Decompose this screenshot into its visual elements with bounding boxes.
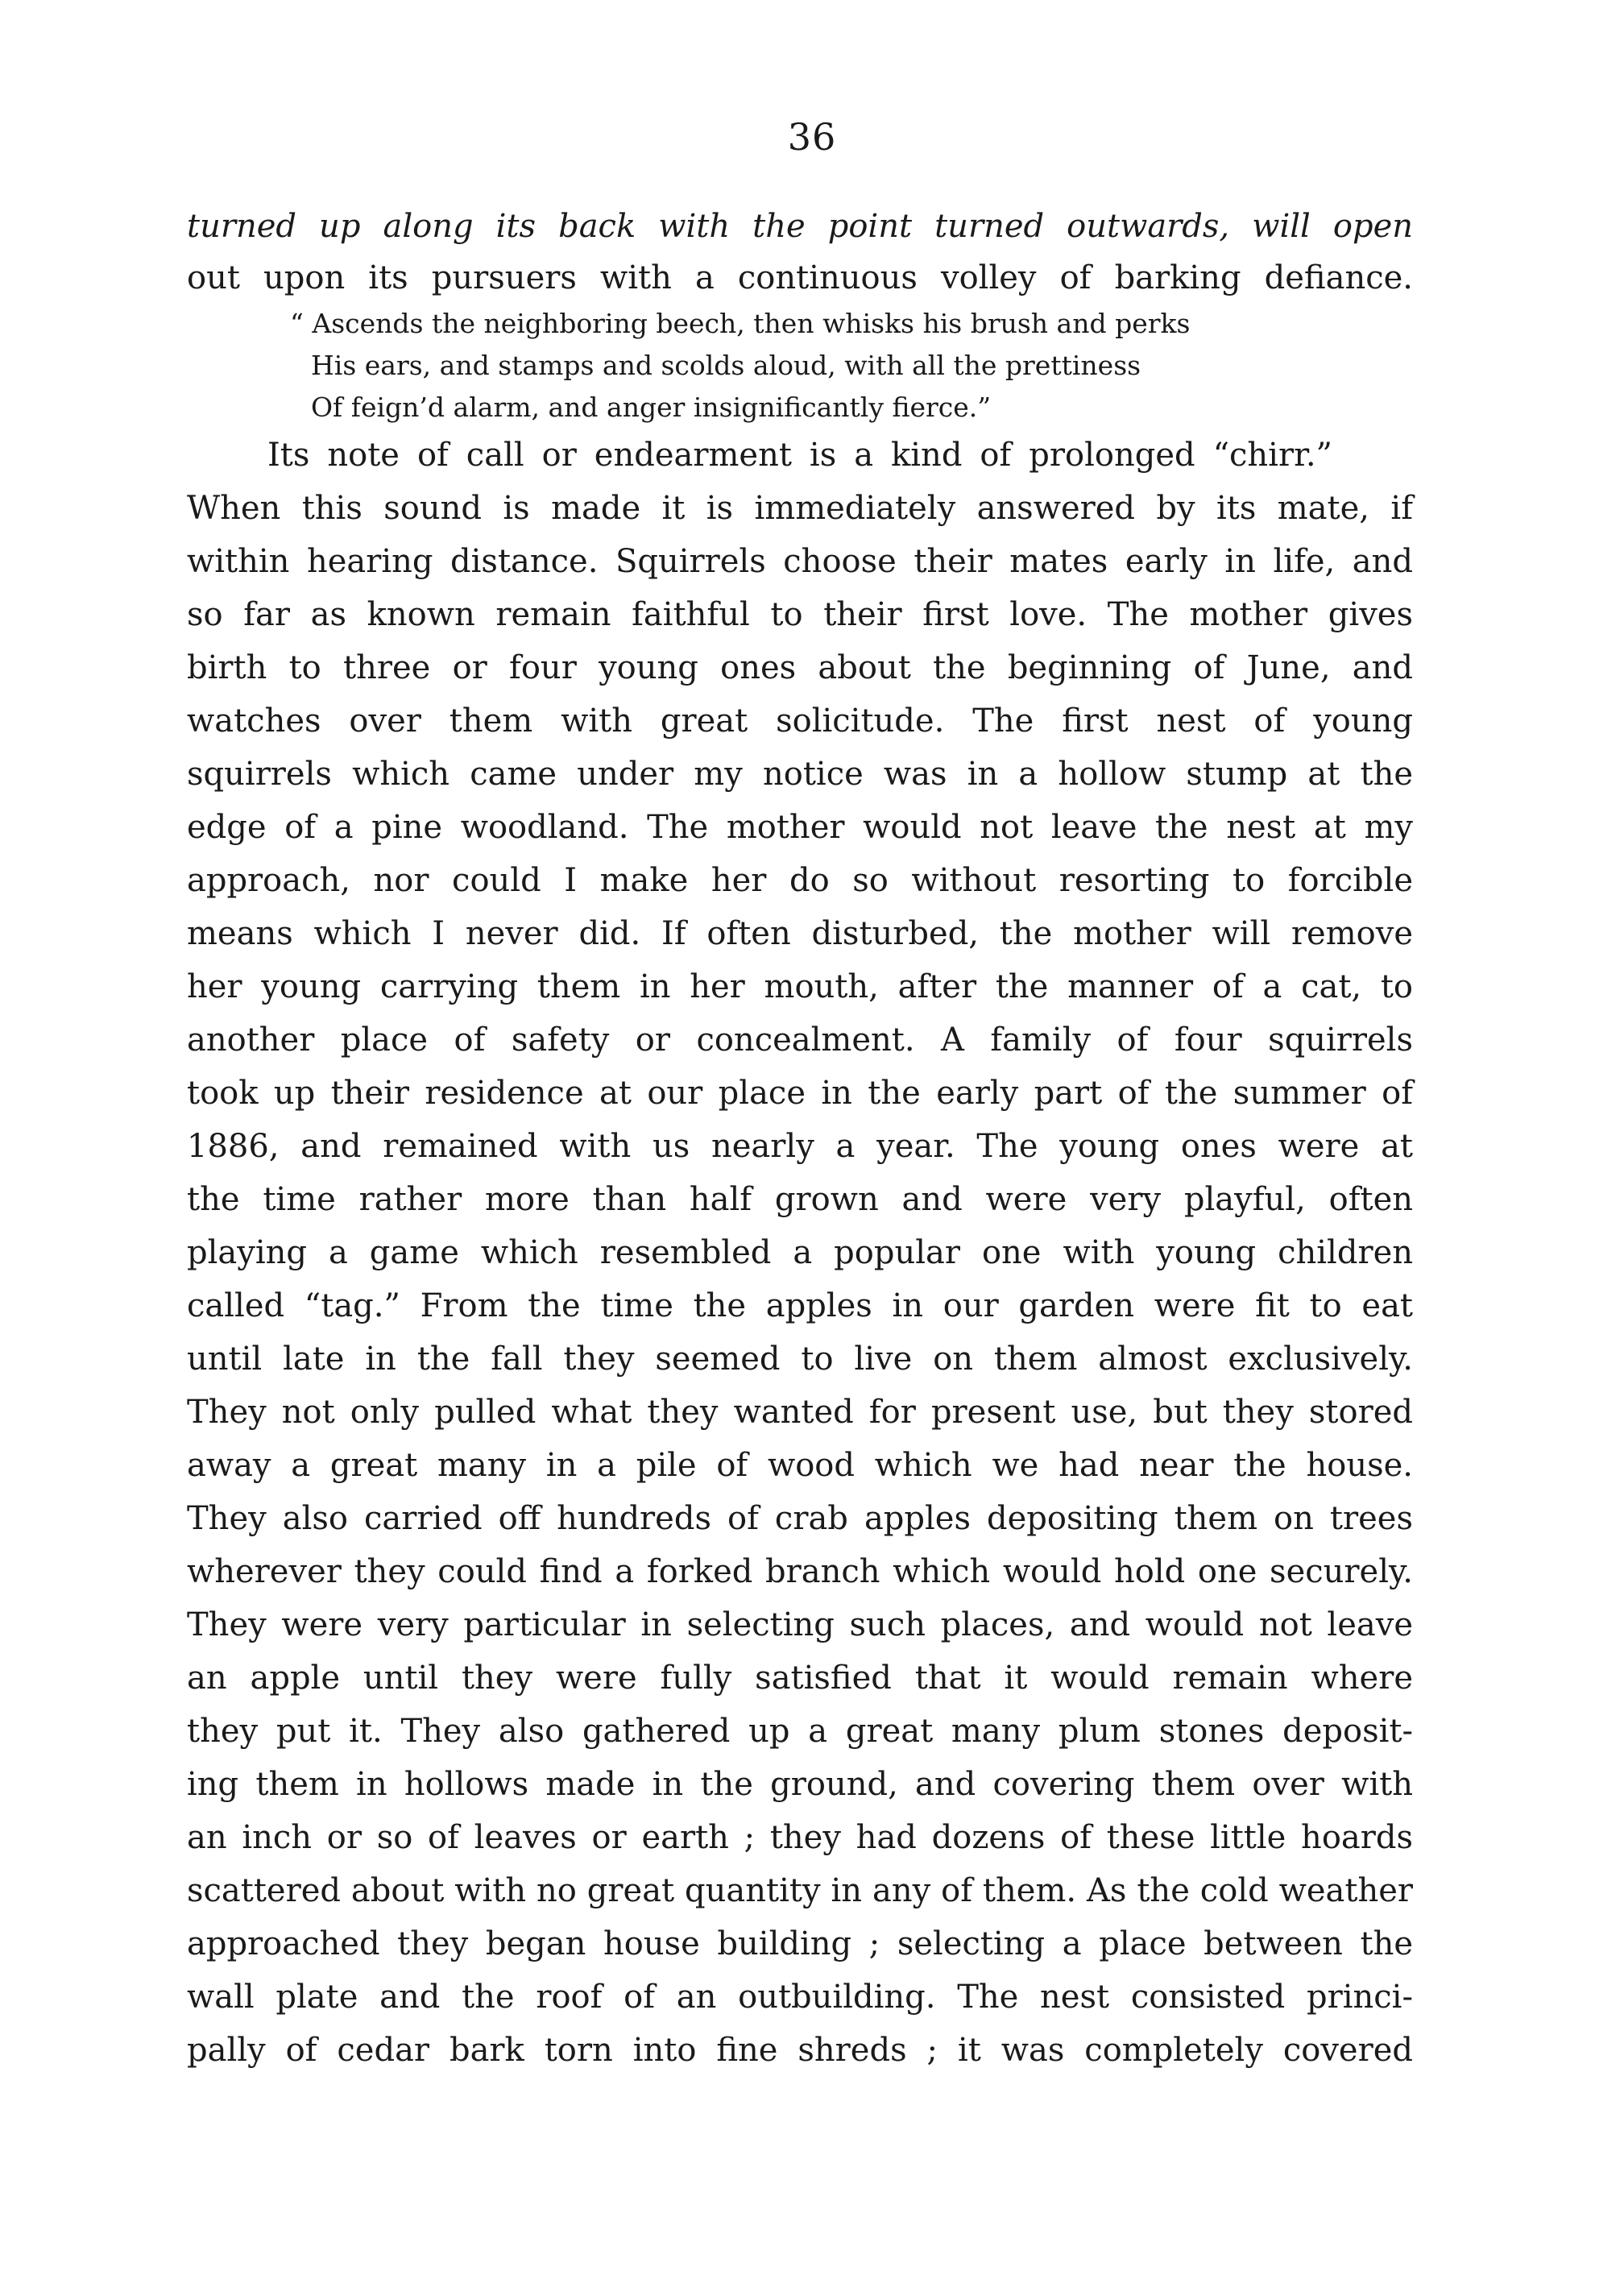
paragraph-line: pally of cedar bark torn into fine shreds ; it was completely covered (187, 2032, 1413, 2069)
paragraph-line: took up their residence at our place in the early part of the summer of (187, 1075, 1413, 1112)
paragraph-line: edge of a pine woodland. The mother would not leave the nest at my (187, 809, 1413, 846)
intro-line (187, 253, 1413, 303)
paragraph-line: birth to three or four young ones about the beginning of June, and (187, 649, 1413, 686)
paragraph-line: wherever they could find a forked branch which would hold one securely. (187, 1553, 1413, 1590)
verse-line: Of feign’d alarm, and anger insignificantly fierce.” (311, 392, 992, 423)
paragraph-line: the time rather more than half grown and were very playful, often (187, 1181, 1413, 1218)
paragraph-line: an apple until they were fully satisfied that it would remain where (187, 1660, 1413, 1697)
body-text (187, 200, 1413, 2077)
paragraph-line: 1886, and remained with us nearly a year. The young ones were at (187, 1128, 1413, 1165)
paragraph-line: they put it. They also gathered up a great many plum stones deposit- (187, 1713, 1413, 1750)
paragraph-line: squirrels which came under my notice was in a hollow stump at the (187, 756, 1413, 793)
paragraph-line: an inch or so of leaves or earth ; they had dozens of these little hoards (187, 1819, 1413, 1856)
intro-line (187, 200, 1413, 253)
paragraph-line: They were very particular in selecting such places, and would not leave (187, 1606, 1413, 1643)
paragraph-line: When this sound is made it is immediately answered by its mate, if (187, 490, 1413, 527)
paragraph-line: within hearing distance. Squirrels choose their mates early in life, and (187, 543, 1413, 580)
paragraph-line: approached they began house building ; selecting a place between the (187, 1925, 1413, 1962)
page-number: 36 (787, 115, 837, 159)
paragraph-line: Its note of call or endearment is a kind of prolonged “chirr.” (267, 437, 1332, 474)
paragraph-line: another place of safety or concealment. A family of four squirrels (187, 1022, 1413, 1059)
paragraph-line: so far as known remain faithful to their first love. The mother gives (187, 596, 1413, 633)
paragraph-line: approach, nor could I make her do so without resorting to forcible (187, 862, 1413, 899)
paragraph-line: her young carrying them in her mouth, after the manner of a cat, to (187, 968, 1413, 1005)
paragraph-line: They also carried off hundreds of crab apples depositing them on trees (187, 1500, 1413, 1537)
text-line: turned up along its back with the point turned outwards, will open (187, 208, 1413, 245)
paragraph-line: playing a game which resembled a popular one with young children (187, 1234, 1413, 1271)
text-line: out upon its pursuers with a continuous volley of barking defiance. (187, 259, 1413, 296)
paragraph (187, 429, 1413, 2077)
paragraph-line: wall plate and the roof of an outbuilding. The nest consisted princi- (187, 1979, 1413, 2016)
verse-quote (187, 303, 1297, 429)
paragraph-line: scattered about with no great quantity in any of them. As the cold weather (187, 1872, 1413, 1909)
verse-line: “ Ascends the neighboring beech, then whisks his brush and perks (290, 308, 1191, 339)
paragraph-line: ing them in hollows made in the ground, and covering them over with (187, 1766, 1413, 1803)
paragraph-line: means which I never did. If often disturbed, the mother will remove (187, 915, 1413, 952)
paragraph-line: until late in the fall they seemed to live on them almost exclusively. (187, 1341, 1413, 1378)
paragraph-line: watches over them with great solicitude. The first nest of young (187, 702, 1413, 740)
paragraph-line: away a great many in a pile of wood which we had near the house. (187, 1447, 1413, 1484)
paragraph-line: called “tag.” From the time the apples in our garden were fit to eat (187, 1287, 1413, 1324)
paragraph-line: They not only pulled what they wanted for present use, but they stored (187, 1394, 1413, 1431)
verse-line: His ears, and stamps and scolds aloud, with all the prettiness (311, 350, 1141, 381)
